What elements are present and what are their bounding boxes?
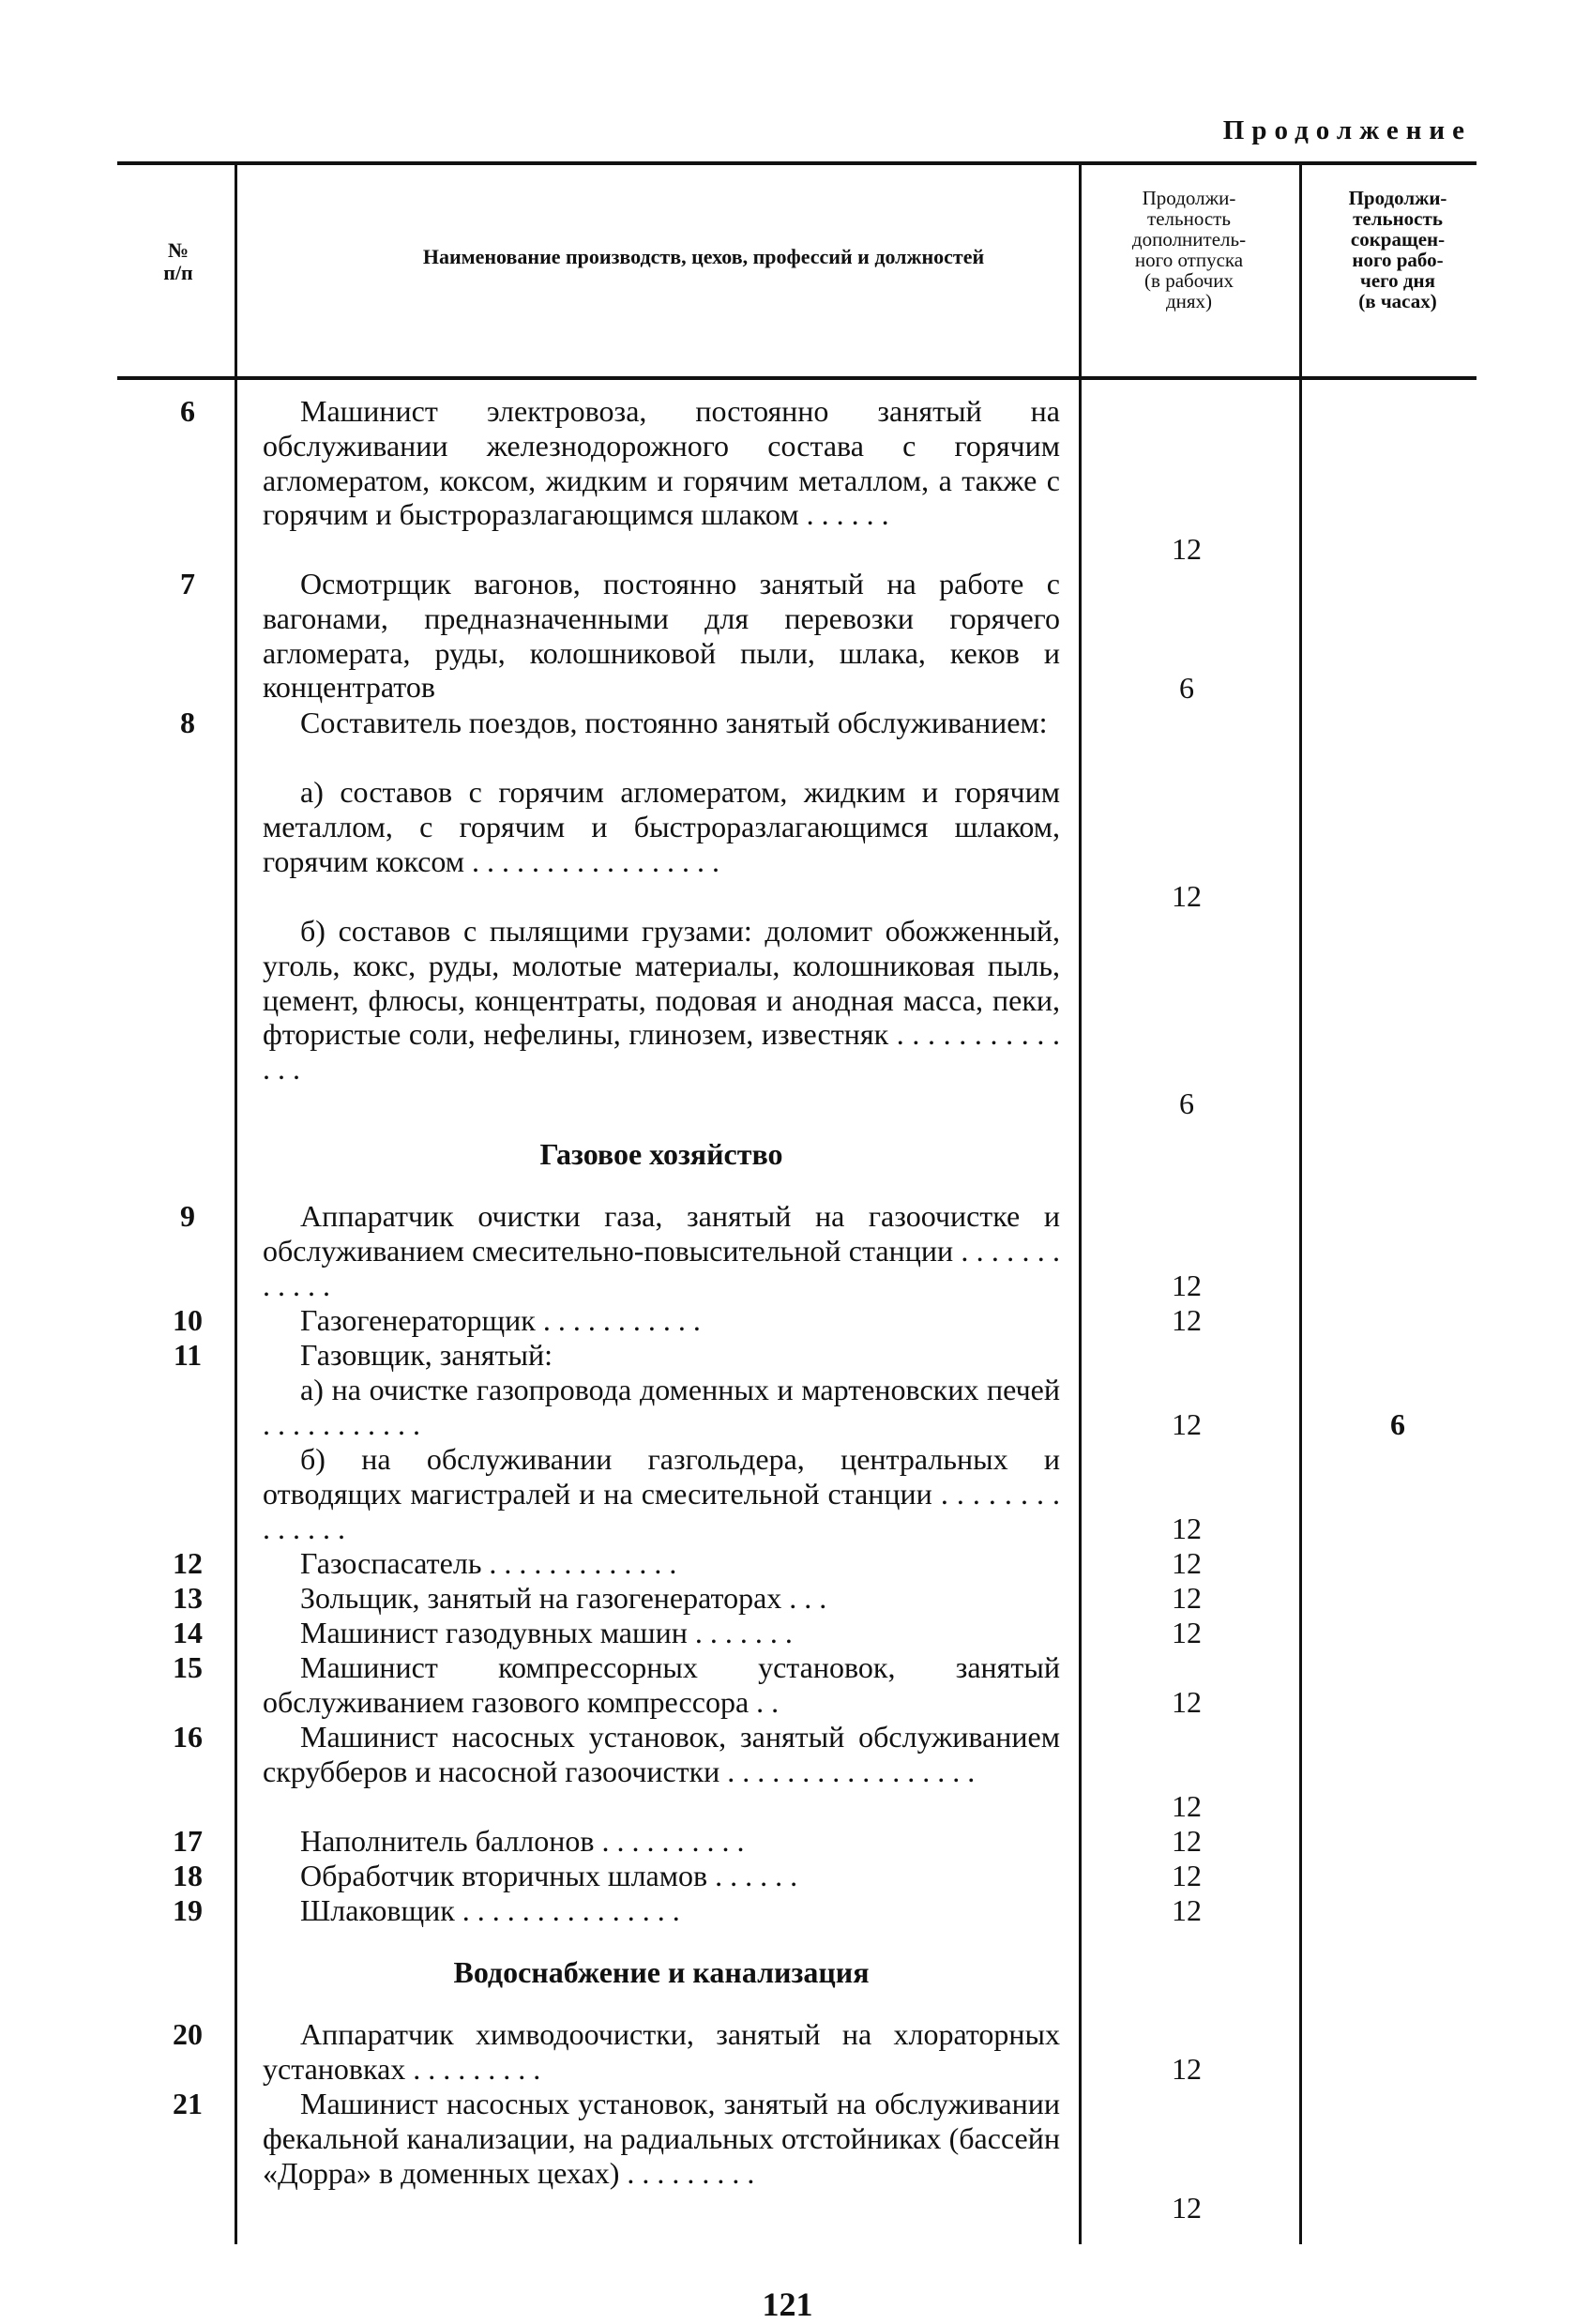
row-value: 12 xyxy=(1172,1511,1202,1545)
row-value: 12 xyxy=(1172,1303,1202,1337)
header-col-name: Наименование производств, цехов, профессий и должностей xyxy=(422,245,985,268)
row-value-hours: 6 xyxy=(1390,1407,1405,1441)
row-num: 21 xyxy=(173,2087,203,2120)
row-value: 12 xyxy=(1172,1546,1202,1580)
row-num: 20 xyxy=(173,2017,203,2051)
row-num: 7 xyxy=(180,567,195,600)
row-value: 12 xyxy=(1172,2052,1202,2086)
row-text: Машинист насосных установок, занятый обслуживанием скрубберов и насосной газоочистки . . . . . . . . . . . . . . . . . xyxy=(263,1720,1060,1788)
row-text: Аппаратчик химводоочистки, занятый на хлораторных установках . . . . . . . . . xyxy=(263,2017,1060,2086)
row-num: 10 xyxy=(173,1303,203,1337)
row-value: 12 xyxy=(1172,1824,1202,1858)
column-divider-2 xyxy=(1079,161,1082,2244)
row-num: 6 xyxy=(180,394,195,428)
row-num: 13 xyxy=(173,1581,203,1615)
row-value: 12 xyxy=(1172,1789,1202,1823)
row-text: Наполнитель баллонов . . . . . . . . . . xyxy=(300,1824,745,1858)
row-value: 12 xyxy=(1172,1893,1202,1927)
row-value: 6 xyxy=(1179,671,1194,705)
row-text: Машинист насосных установок, занятый на обслуживании фекальной канализации, на радиальных отстойниках (бассейн «Дорра» в доменных цехах) . . . . . . . . . xyxy=(263,2087,1060,2190)
header-col-num: № п/п xyxy=(163,238,193,284)
row-text: Газовщик, занятый: xyxy=(300,1338,553,1372)
row-value: 12 xyxy=(1172,532,1202,566)
row-num: 12 xyxy=(173,1546,203,1580)
row-value: 12 xyxy=(1172,1581,1202,1615)
row-text: а) составов с горячим агломератом, жидким и горячим металлом, с горячим и быстроразлагающимся шлаком, горячим коксом . . . . . . . . . . . . . . . . . xyxy=(263,775,1060,878)
row-value: 12 xyxy=(1172,879,1202,913)
row-text: Машинист газодувных машин . . . . . . . xyxy=(300,1616,793,1649)
row-num: 8 xyxy=(180,706,195,739)
row-text: Аппаратчик очистки газа, занятый на газоочистке и обслуживанием смесительно-повысительной станции . . . . . . . . . . . . xyxy=(263,1199,1060,1302)
page-number: 121 xyxy=(762,2286,813,2323)
row-text: а) на очистке газопровода доменных и мартеновских печей . . . . . . . . . . . xyxy=(263,1373,1060,1441)
row-text: Осмотрщик вагонов, постоянно занятый на работе с вагонами, предназначенными для перевозки горячего агломерата, руды, колошниковой пыли, шлака, кеков и концентратов xyxy=(263,567,1060,705)
row-text: Газоспасатель . . . . . . . . . . . . . xyxy=(300,1546,677,1580)
row-value: 12 xyxy=(1172,1685,1202,1719)
row-value: 12 xyxy=(1172,1616,1202,1649)
column-divider-3 xyxy=(1299,161,1302,2244)
section-heading: Газовое хозяйство xyxy=(539,1137,783,1171)
header-col-leave: Продолжи- тельность дополнитель- ного отпуска (в рабочих днях) xyxy=(1131,187,1247,312)
row-text: Газогенераторщик . . . . . . . . . . . xyxy=(300,1303,701,1337)
row-text: Зольщик, занятый на газогенераторах . . . xyxy=(300,1581,827,1615)
row-num: 17 xyxy=(173,1824,203,1858)
row-text: Обработчик вторичных шламов . . . . . . xyxy=(300,1859,798,1892)
header-col-hours: Продолжи- тельность сокращен- ного рабо- чего дня (в часах) xyxy=(1348,187,1447,312)
row-text: б) на обслуживании газгольдера, центральных и отводящих магистралей и на смесительной станции . . . . . . . . . . . . . . xyxy=(263,1442,1060,1545)
row-num: 19 xyxy=(173,1893,203,1927)
row-value: 12 xyxy=(1172,2191,1202,2225)
row-text: Машинист компрессорных установок, занятый обслуживанием газового компрессора . . xyxy=(263,1650,1060,1719)
row-num: 14 xyxy=(173,1616,203,1649)
row-text: б) составов с пылящими грузами: доломит обожженный, уголь, кокс, руды, молотые материалы, колошниковая пыль, цемент, флюсы, концентраты, подовая и анодная масса, пеки, фтористые соли, нефелины, глинозем, известняк . . . . . . . . . . . . . . xyxy=(263,914,1060,1086)
row-num: 9 xyxy=(180,1199,195,1233)
row-text: Машинист электровоза, постоянно занятый на обслуживании железнодорожного состава с горячим агломератом, коксом, жидким и горячим металлом, а также с горячим и быстроразлагающимся шлаком . . . . . . xyxy=(263,394,1060,532)
row-value: 12 xyxy=(1172,1859,1202,1892)
row-num: 11 xyxy=(173,1338,203,1372)
row-num: 18 xyxy=(173,1859,203,1892)
continuation-label: Продолжение xyxy=(1222,115,1472,145)
row-text: Составитель поездов, постоянно занятый обслуживанием: xyxy=(300,706,1048,739)
row-value: 12 xyxy=(1172,1407,1202,1441)
column-divider-1 xyxy=(235,161,237,2244)
row-value: 6 xyxy=(1179,1086,1194,1120)
section-heading: Водоснабжение и канализация xyxy=(453,1955,870,1989)
row-num: 15 xyxy=(173,1650,203,1684)
row-num: 16 xyxy=(173,1720,203,1754)
row-text: Шлаковщик . . . . . . . . . . . . . . . xyxy=(300,1893,680,1927)
table-top-rule xyxy=(117,161,1477,165)
row-value: 12 xyxy=(1172,1268,1202,1302)
table-header-rule xyxy=(117,376,1477,380)
